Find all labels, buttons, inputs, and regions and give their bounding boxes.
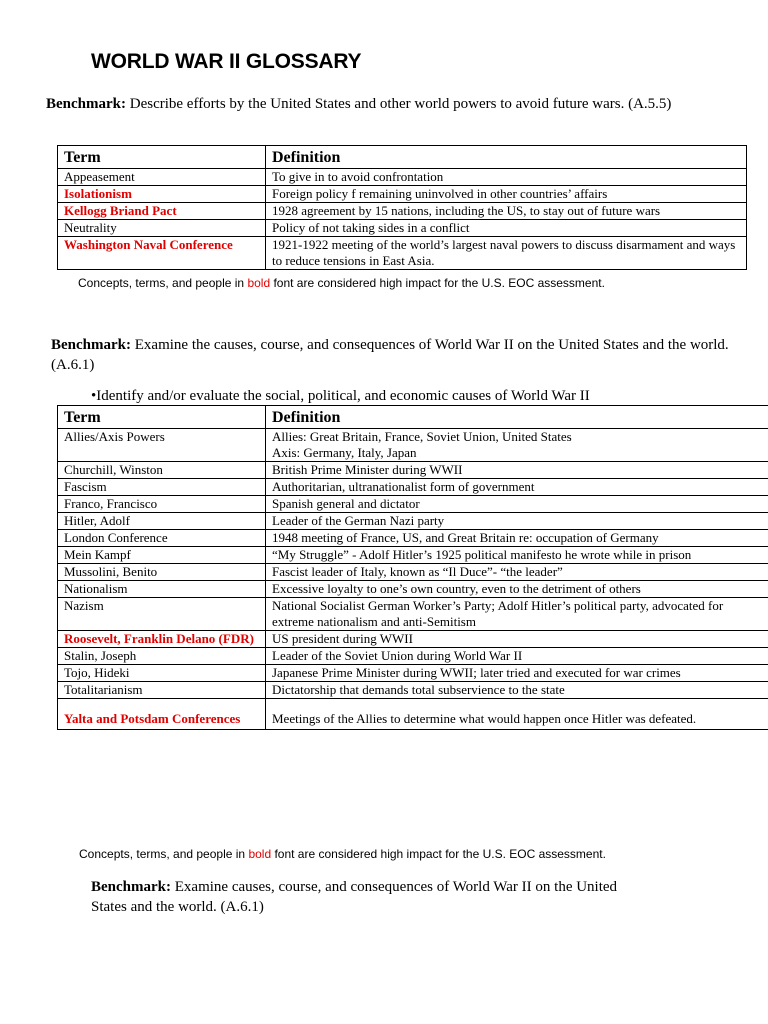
- definition-cell: [266, 429, 768, 462]
- term-cell: Franco, Francisco: [58, 496, 266, 513]
- term-cell: Fascism: [58, 479, 266, 496]
- definition-cell: [266, 598, 768, 631]
- high-impact-note-2: [79, 847, 606, 861]
- definition-line: Excessive loyalty to one’s own country, even to the detriment of others: [272, 581, 641, 596]
- page-title: WORLD WAR II GLOSSARY: [91, 50, 362, 73]
- term-cell: Mussolini, Benito: [58, 564, 266, 581]
- table-row: [58, 479, 768, 496]
- definition-header: Definition: [266, 406, 768, 429]
- term-cell: Hitler, Adolf: [58, 513, 266, 530]
- table-row: [58, 496, 768, 513]
- benchmark-2-label: Benchmark:: [51, 337, 131, 353]
- table-row: [58, 665, 768, 682]
- table-row: [58, 598, 768, 631]
- definition-cell: [266, 547, 768, 564]
- table-row: [58, 462, 768, 479]
- definition-line: Japanese Prime Minister during WWII; later tried and executed for war crimes: [272, 665, 681, 680]
- benchmark-2-text: Examine the causes, course, and consequences of World War II on the United States and the world. (A.6.1): [51, 337, 729, 373]
- definition-line: Fascist leader of Italy, known as “Il Duce”- “the leader”: [272, 564, 563, 579]
- note-2-pre: Concepts, terms, and people in: [79, 847, 249, 861]
- benchmark-3-label: Benchmark:: [91, 879, 171, 895]
- definition-cell: [266, 699, 768, 730]
- note-2-bold: bold: [248, 847, 272, 861]
- term-cell: Tojo, Hideki: [58, 665, 266, 682]
- definition-cell: [266, 631, 768, 648]
- table-row: [58, 530, 768, 547]
- term-header: Term: [58, 146, 266, 169]
- term-cell: Yalta and Potsdam Conferences: [58, 699, 266, 730]
- benchmark-1-text: Describe efforts by the United States and other world powers to avoid future wars. (A.5.5): [126, 96, 672, 112]
- benchmark-1-label: Benchmark:: [46, 96, 126, 112]
- definition-cell: To give in to avoid confrontation: [266, 169, 747, 186]
- term-cell: London Conference: [58, 530, 266, 547]
- definition-line: Meetings of the Allies to determine what would happen once Hitler was defeated.: [272, 711, 697, 726]
- term-cell: Kellogg Briand Pact: [58, 203, 266, 220]
- term-cell: Nazism: [58, 598, 266, 631]
- definition-header: Definition: [266, 146, 747, 169]
- definition-line: Allies: Great Britain, France, Soviet Union, United States: [272, 429, 572, 444]
- definition-cell: Foreign policy f remaining uninvolved in other countries’ affairs: [266, 186, 747, 203]
- term-cell: Stalin, Joseph: [58, 648, 266, 665]
- glossary-table-2: [57, 405, 768, 730]
- definition-line: National Socialist German Worker’s Party; Adolf Hitler’s political party, advocated for extreme nationalism and anti-Semitism: [272, 598, 724, 629]
- table-row: [58, 237, 747, 270]
- note-1-bold: bold: [247, 276, 271, 290]
- table-header-row: [58, 406, 768, 429]
- definition-cell: [266, 513, 768, 530]
- term-cell: Totalitarianism: [58, 682, 266, 699]
- definition-line: Axis: Germany, Italy, Japan: [272, 445, 417, 460]
- definition-cell: [266, 665, 768, 682]
- term-cell: Isolationism: [58, 186, 266, 203]
- definition-cell: [266, 462, 768, 479]
- definition-cell: 1928 agreement by 15 nations, including the US, to stay out of future wars: [266, 203, 747, 220]
- table-row: [58, 547, 768, 564]
- definition-line: US president during WWII: [272, 631, 413, 646]
- term-cell: Roosevelt, Franklin Delano (FDR): [58, 631, 266, 648]
- definition-cell: 1921-1922 meeting of the world’s largest naval powers to discuss disarmament and ways to reduce tensions in East Asia.: [266, 237, 747, 270]
- term-cell: Washington Naval Conference: [58, 237, 266, 270]
- term-cell: Allies/Axis Powers: [58, 429, 266, 462]
- table-row: [58, 203, 747, 220]
- term-cell: Appeasement: [58, 169, 266, 186]
- benchmark-3-text: Examine causes, course, and consequences of World War II on the United States and the world. (A.6.1): [91, 879, 618, 915]
- benchmark-2: [51, 335, 731, 375]
- term-header: Term: [58, 406, 266, 429]
- note-2-post: font are considered high impact for the U.S. EOC assessment.: [271, 847, 606, 861]
- definition-cell: [266, 648, 768, 665]
- definition-line: Leader of the Soviet Union during World War II: [272, 648, 523, 663]
- table-row: [58, 631, 768, 648]
- table-row: [58, 564, 768, 581]
- definition-cell: [266, 564, 768, 581]
- definition-line: Leader of the German Nazi party: [272, 513, 445, 528]
- table-row: [58, 169, 747, 186]
- term-cell: Neutrality: [58, 220, 266, 237]
- table-row: [58, 513, 768, 530]
- high-impact-note-1: [78, 276, 605, 290]
- table-row: [58, 699, 768, 730]
- table-row: [58, 682, 768, 699]
- definition-cell: [266, 530, 768, 547]
- table-header-row: [58, 146, 747, 169]
- definition-cell: [266, 496, 768, 513]
- benchmark-1: [46, 95, 726, 114]
- glossary-table-1: [57, 145, 747, 270]
- definition-cell: Policy of not taking sides in a conflict: [266, 220, 747, 237]
- benchmark-3: [91, 877, 651, 917]
- definition-line: British Prime Minister during WWII: [272, 462, 463, 477]
- term-cell: Nationalism: [58, 581, 266, 598]
- table-row: [58, 220, 747, 237]
- definition-cell: [266, 479, 768, 496]
- definition-line: 1948 meeting of France, US, and Great Britain re: occupation of Germany: [272, 530, 659, 545]
- note-1-post: font are considered high impact for the U.S. EOC assessment.: [270, 276, 605, 290]
- term-cell: Churchill, Winston: [58, 462, 266, 479]
- definition-line: Authoritarian, ultranationalist form of government: [272, 479, 535, 494]
- definition-line: “My Struggle” - Adolf Hitler’s 1925 political manifesto he wrote while in prison: [272, 547, 692, 562]
- definition-line: Spanish general and dictator: [272, 496, 420, 511]
- definition-cell: [266, 581, 768, 598]
- causes-bullet: •Identify and/or evaluate the social, political, and economic causes of World War II: [91, 388, 590, 404]
- note-1-pre: Concepts, terms, and people in: [78, 276, 248, 290]
- definition-line: Dictatorship that demands total subservience to the state: [272, 682, 565, 697]
- term-cell: Mein Kampf: [58, 547, 266, 564]
- table-row: [58, 648, 768, 665]
- table-row: [58, 581, 768, 598]
- table-row: [58, 186, 747, 203]
- table-row: [58, 429, 768, 462]
- definition-cell: [266, 682, 768, 699]
